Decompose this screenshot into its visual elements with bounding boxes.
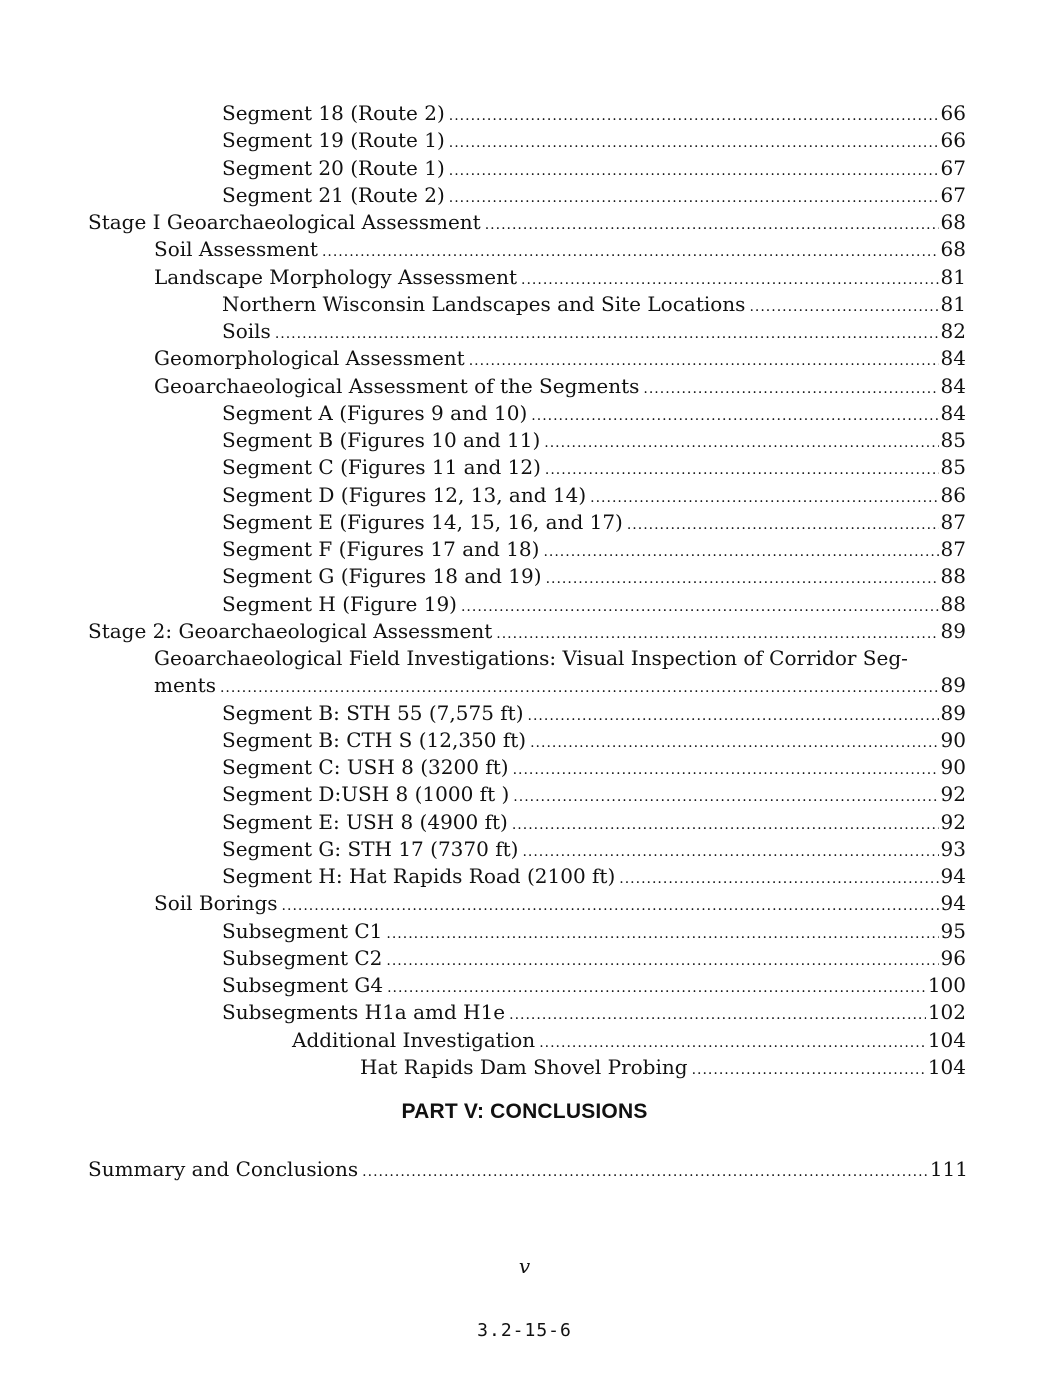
dot-leader — [545, 454, 939, 484]
toc-entry — [88, 454, 966, 481]
toc-entry-page: 104 — [927, 1054, 966, 1079]
toc-entry-label: Geoarchaeological Assessment of the Segments — [154, 373, 640, 398]
toc-entry-label: Summary and Conclusions — [88, 1157, 359, 1181]
toc-entry — [88, 945, 966, 972]
dot-leader — [749, 291, 938, 321]
dot-leader — [461, 591, 939, 621]
toc-entry-label: Segment H (Figure 19) — [222, 591, 457, 616]
dot-leader — [531, 400, 938, 430]
toc-entry-label: Landscape Morphology Assessment — [154, 264, 518, 289]
dot-leader — [386, 945, 938, 975]
toc-entry-page: 84 — [940, 400, 966, 425]
toc-entry-page: 82 — [940, 319, 966, 343]
toc-entry-label: Geoarchaeological Field Investigations: Visual Inspection of Corridor Seg- — [154, 646, 908, 670]
toc-entry-label: Segment B: CTH S (12,350 ft) — [222, 727, 527, 752]
toc-entry-page: 89 — [940, 673, 966, 698]
toc-entry-label: Segment E (Figures 14, 15, 16, and 17) — [222, 509, 623, 534]
toc-entry — [88, 918, 966, 945]
toc-entry-page: 90 — [940, 727, 966, 752]
toc-entry-label: Subsegment C2 — [222, 945, 383, 970]
dot-leader — [449, 155, 939, 185]
toc-entry-label: Segment D (Figures 12, 13, and 14) — [222, 482, 587, 507]
toc-entry-page: 92 — [940, 809, 966, 834]
toc-entry-label: Segment 18 (Route 2) — [222, 101, 445, 125]
dot-leader — [522, 836, 938, 866]
toc-entry-page: 68 — [940, 210, 966, 234]
dot-leader — [513, 781, 938, 811]
dot-leader — [485, 209, 939, 239]
toc-entry-label: Segment 20 (Route 1) — [222, 155, 445, 180]
toc-entry-page: 67 — [940, 155, 966, 180]
toc-entry — [88, 427, 966, 454]
dot-leader — [544, 427, 938, 457]
dot-leader — [362, 1156, 928, 1186]
toc-entry-label: Segment H: Hat Rapids Road (2100 ft) — [222, 864, 616, 888]
toc-entry-page: 66 — [940, 101, 966, 125]
toc-entry — [88, 836, 966, 863]
toc-entry-label: ments — [154, 673, 216, 698]
toc-entry — [88, 264, 966, 291]
toc-entry — [88, 618, 966, 645]
toc-entry — [88, 536, 966, 563]
dot-leader — [220, 672, 939, 702]
toc-entry-label: Additional Investigation — [292, 1027, 536, 1052]
toc-entry-page: 84 — [940, 373, 966, 398]
toc-entry-page: 111 — [929, 1157, 968, 1181]
toc-entry — [88, 700, 966, 727]
dot-leader — [386, 918, 938, 948]
toc-entry-page: 87 — [940, 509, 966, 534]
toc-entry-label: Segment 21 (Route 2) — [222, 182, 445, 207]
toc-entry — [88, 890, 966, 917]
toc-entry — [88, 209, 966, 236]
toc-entry-page: 93 — [940, 836, 966, 861]
toc-entry-page: 84 — [940, 346, 966, 371]
toc-entry — [88, 100, 966, 127]
dot-leader — [590, 482, 938, 512]
dot-leader — [449, 127, 939, 157]
toc-entry-label: Segment B: STH 55 (7,575 ft) — [222, 700, 524, 725]
toc-entry-page: 96 — [940, 945, 966, 970]
toc-entry — [88, 509, 966, 536]
toc-entry — [88, 972, 966, 999]
dot-leader — [387, 972, 926, 1002]
toc-entry — [88, 373, 966, 400]
part-heading: PART V: CONCLUSIONS — [401, 1100, 648, 1123]
toc-entry-page: 81 — [940, 291, 966, 316]
summary-entry — [88, 1156, 968, 1183]
toc-entry — [88, 1054, 966, 1081]
toc-entry-page: 94 — [940, 891, 966, 916]
dot-leader — [322, 236, 939, 266]
toc-entry-page: 104 — [927, 1027, 966, 1052]
toc-entry — [88, 645, 966, 672]
toc-entry — [88, 1156, 968, 1183]
toc-entry-page: 86 — [940, 482, 966, 507]
dot-leader — [543, 536, 938, 566]
toc-entry — [88, 127, 966, 154]
toc-entry-page: 102 — [927, 1000, 966, 1025]
dot-leader — [643, 373, 938, 403]
toc-entry-page: 94 — [940, 864, 966, 888]
toc-entry — [88, 591, 966, 618]
toc-entry-page: 90 — [940, 755, 966, 779]
dot-leader — [509, 999, 926, 1029]
toc-entry-label: Segment E: USH 8 (4900 ft) — [222, 809, 508, 834]
toc-entry — [88, 236, 966, 263]
toc-entry-label: Hat Rapids Dam Shovel Probing — [360, 1054, 688, 1079]
dot-leader — [469, 345, 939, 375]
dot-leader — [546, 563, 939, 593]
toc-entry-page: 89 — [940, 618, 966, 643]
toc-entry-label: Segment C: USH 8 (3200 ft) — [222, 755, 509, 779]
toc-entry-label: Northern Wisconsin Landscapes and Site Locations — [222, 291, 746, 316]
toc-entry-page: 67 — [940, 182, 966, 207]
toc-entry-label: Segment F (Figures 17 and 18) — [222, 537, 540, 561]
toc-entry-page: 88 — [940, 564, 966, 589]
toc-entry — [88, 563, 966, 590]
toc-entry-label: Stage I Geoarchaeological Assessment — [88, 210, 481, 234]
dot-leader — [627, 509, 939, 539]
toc-entry-label: Soil Borings — [154, 891, 278, 916]
toc-entry-label: Subsegment C1 — [222, 918, 383, 943]
toc-entry — [88, 672, 966, 699]
toc-entry — [88, 482, 966, 509]
dot-leader — [496, 618, 938, 648]
toc-entry-page: 81 — [940, 264, 966, 289]
dot-leader — [282, 890, 939, 920]
toc-entry-label: Soil Assessment — [154, 237, 318, 262]
toc-entry-page: 87 — [940, 537, 966, 561]
dot-leader — [530, 727, 938, 757]
toc-entry — [88, 809, 966, 836]
toc-entry-page: 85 — [940, 428, 966, 452]
toc-entry-label: Segment G (Figures 18 and 19) — [222, 564, 542, 589]
dot-leader — [275, 318, 939, 348]
toc-entry-label: Segment A (Figures 9 and 10) — [222, 400, 528, 425]
toc-entry-page: 100 — [927, 973, 966, 997]
toc-entry-page: 92 — [940, 782, 966, 807]
toc-entry — [88, 291, 966, 318]
toc-entry — [88, 345, 966, 372]
toc-entry-page: 66 — [940, 128, 966, 153]
toc-entry — [88, 727, 966, 754]
toc-entry-page: 89 — [940, 700, 966, 725]
toc-entry-label: Segment 19 (Route 1) — [222, 128, 445, 153]
toc-entry-label: Soils — [222, 319, 271, 343]
dot-leader — [521, 264, 939, 294]
toc-entry — [88, 863, 966, 890]
dot-leader — [539, 1027, 926, 1057]
toc-entry — [88, 182, 966, 209]
toc-entry — [88, 1027, 966, 1054]
dot-leader — [449, 182, 939, 212]
toc-entry — [88, 155, 966, 182]
toc-entry — [88, 781, 966, 808]
toc-entry-label: Segment B (Figures 10 and 11) — [222, 428, 541, 452]
toc-entry — [88, 400, 966, 427]
page-folio: v — [518, 1254, 531, 1278]
table-of-contents — [88, 100, 966, 1081]
toc-entry-label: Segment C (Figures 11 and 12) — [222, 455, 541, 480]
dot-leader — [512, 809, 939, 839]
toc-entry-label: Stage 2: Geoarchaeological Assessment — [88, 618, 493, 643]
toc-entry-page: 85 — [940, 455, 966, 480]
toc-entry-label: Segment D:USH 8 (1000 ft ) — [222, 782, 510, 807]
toc-entry — [88, 318, 966, 345]
toc-entry-label: Segment G: STH 17 (7370 ft) — [222, 836, 519, 861]
document-number: 3.2-15-6 — [477, 1320, 572, 1341]
dot-leader — [449, 100, 939, 130]
toc-entry-label: Subsegment G4 — [222, 973, 384, 997]
dot-leader — [528, 700, 939, 730]
toc-entry-page: 95 — [940, 918, 966, 943]
toc-entry-page: 68 — [940, 237, 966, 262]
toc-entry-page: 88 — [940, 591, 966, 616]
dot-leader — [513, 754, 939, 784]
toc-entry — [88, 999, 966, 1026]
toc-entry — [88, 754, 966, 781]
dot-leader — [692, 1054, 926, 1084]
dot-leader — [619, 863, 938, 893]
toc-entry-label: Geomorphological Assessment — [154, 346, 465, 371]
toc-entry-label: Subsegments H1a amd H1e — [222, 1000, 506, 1025]
